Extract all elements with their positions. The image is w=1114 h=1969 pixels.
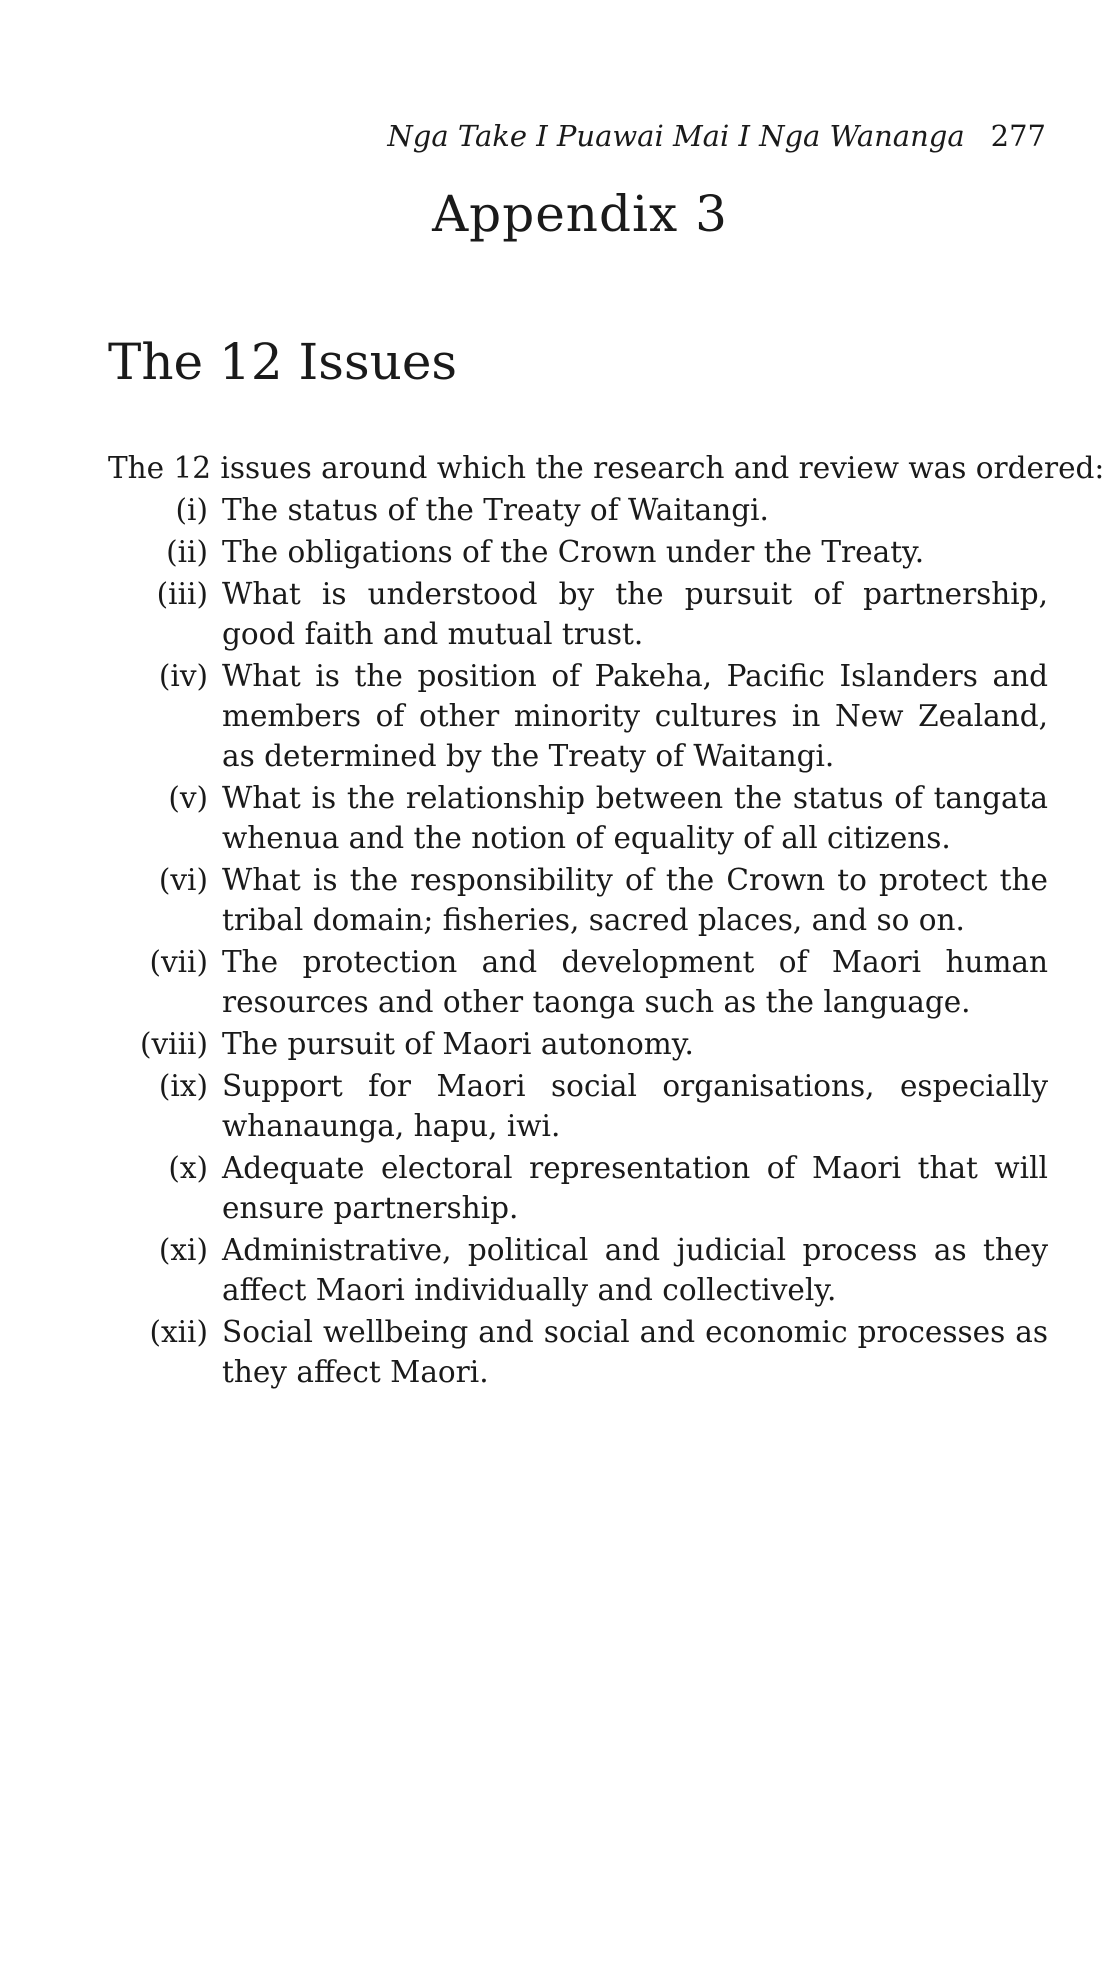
- issue-text: What is understood by the pursuit of partnership, good faith and mutual trust.: [222, 577, 1048, 651]
- issue-text: Support for Maori social organisations, especially whanaunga, hapu, iwi.: [222, 1069, 1048, 1143]
- list-item: [108, 1066, 1048, 1146]
- running-title: Nga Take I Puawai Mai I Nga Wananga: [387, 119, 965, 153]
- list-item: [108, 656, 1048, 776]
- issue-number: (ii): [166, 535, 208, 569]
- list-item: [108, 860, 1048, 940]
- issue-text: Administrative, political and judicial process as they affect Maori individually and collectively.: [222, 1233, 1048, 1307]
- issue-text: The pursuit of Maori autonomy.: [222, 1027, 694, 1061]
- issue-text: The obligations of the Crown under the Treaty.: [222, 535, 925, 569]
- issue-number: (i): [175, 493, 208, 527]
- list-item: [108, 942, 1048, 1022]
- issue-number: (xi): [158, 1233, 208, 1267]
- list-item: [108, 1148, 1048, 1228]
- issue-number: (vi): [158, 863, 208, 897]
- appendix-label: Appendix 3: [432, 185, 728, 243]
- issue-number: (iii): [156, 577, 208, 611]
- running-head: [387, 116, 1046, 156]
- issue-text: Adequate electoral representation of Maori that will ensure partnership.: [222, 1151, 1048, 1225]
- list-item: [108, 490, 1048, 530]
- issue-number: (viii): [140, 1027, 208, 1061]
- issue-text: What is the relationship between the status of tangata whenua and the notion of equality of all citizens.: [222, 781, 1048, 855]
- list-item: [108, 1230, 1048, 1310]
- issue-text: What is the position of Pakeha, Pacific Islanders and members of other minority cultures in New Zealand, as determined by the Treaty of Waitangi.: [222, 659, 1048, 773]
- list-item: [108, 1312, 1048, 1392]
- issue-number: (ix): [158, 1069, 208, 1103]
- issue-text: The status of the Treaty of Waitangi.: [222, 493, 769, 527]
- issue-number: (xii): [149, 1315, 208, 1349]
- section-title: The 12 Issues: [108, 333, 458, 391]
- issue-number: (iv): [158, 659, 208, 693]
- issue-number: (vii): [149, 945, 208, 979]
- issue-text: The protection and development of Maori human resources and other taonga such as the language.: [222, 945, 1048, 1019]
- list-item: [108, 778, 1048, 858]
- list-item: [108, 532, 1048, 572]
- issues-list: [108, 490, 1048, 1394]
- issue-text: Social wellbeing and social and economic processes as they affect Maori.: [222, 1315, 1048, 1389]
- issue-number: (v): [168, 781, 208, 815]
- intro-paragraph: The 12 issues around which the research and review was ordered:: [108, 451, 1105, 485]
- list-item: [108, 574, 1048, 654]
- page-number: 277: [990, 119, 1046, 153]
- issue-number: (x): [168, 1151, 208, 1185]
- list-item: [108, 1024, 1048, 1064]
- issue-text: What is the responsibility of the Crown to protect the tribal domain; fisheries, sacred places, and so on.: [222, 863, 1048, 937]
